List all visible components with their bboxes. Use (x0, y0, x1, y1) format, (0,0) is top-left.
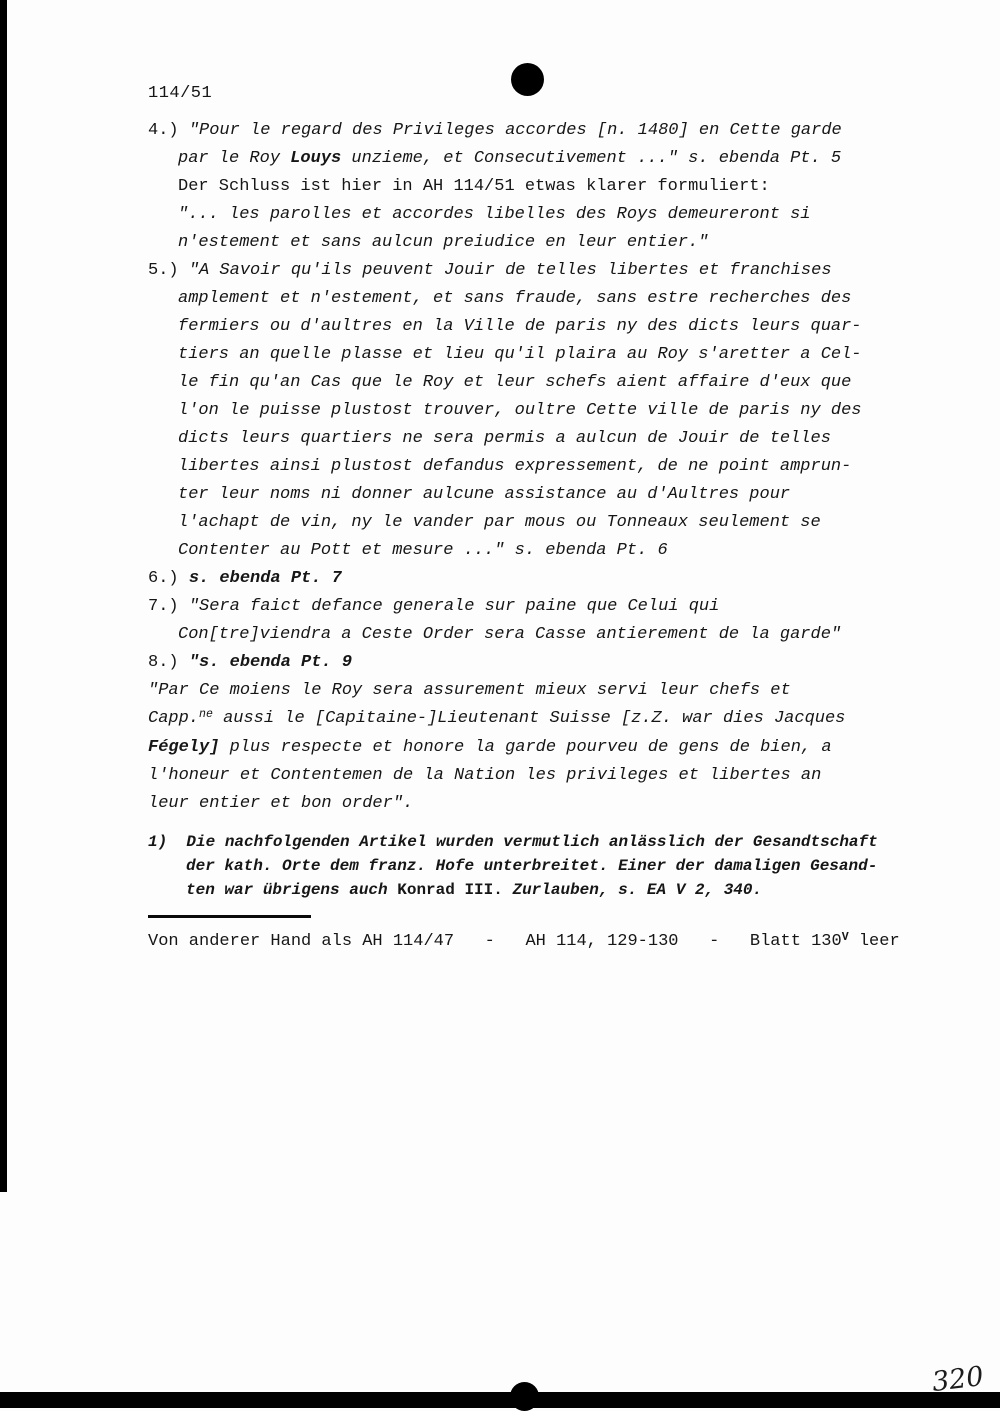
text-line (148, 229, 862, 257)
divider-line (148, 915, 311, 918)
text-line (148, 481, 862, 509)
text-line (148, 117, 862, 145)
text-segment: "Par Ce moiens le Roy sera assurement mieux servi leur chefs et (148, 681, 791, 700)
text-line (148, 509, 862, 537)
text-segment: Zurlauben, s. EA V 2, 340. (502, 881, 763, 899)
text-line (148, 173, 862, 201)
text-line (148, 762, 862, 790)
text-line (148, 397, 862, 425)
text-segment: 7.) (148, 597, 189, 616)
text-segment: amplement et n'estement, et sans fraude, sans estre recherches des (178, 289, 852, 308)
text-segment: libertes ainsi plustost defandus expressement, de ne point amprun- (178, 457, 852, 476)
text-segment: s. ebenda Pt. 7 (188, 569, 342, 588)
text-line (148, 621, 862, 649)
text-segment: "Pour le regard des Privileges accordes [n. 1480] en Cette garde (188, 121, 842, 140)
text-segment: l'on le puisse plustost trouver, oultre Cette ville de paris ny des (178, 401, 862, 420)
text-segment: 5.) (148, 261, 189, 280)
text-line (148, 565, 862, 593)
text-segment: Der Schluss ist hier in AH 114/51 etwas klarer formuliert: (178, 177, 770, 196)
text-line (148, 425, 862, 453)
text-segment: aussi le [Capitaine-]Lieutenant Suisse [z.Z. war dies Jacques (212, 709, 846, 728)
text-segment: le fin qu'an Cas que le Roy et leur schefs aient affaire d'eux que (178, 373, 852, 392)
text-line (148, 313, 862, 341)
scan-edge-bottom (0, 1392, 1000, 1408)
text-segment: "Sera faict defance generale sur paine que Celui qui (188, 597, 720, 616)
text-line (148, 830, 878, 854)
text-segment: Capp. (148, 709, 200, 728)
text-line (148, 790, 862, 818)
text-segment: 6.) (148, 569, 189, 588)
scan-edge-left (0, 0, 7, 1192)
text-line (148, 453, 862, 481)
text-line (148, 649, 862, 677)
text-segment: der kath. Orte dem franz. Hofe unterbreitet. Einer der damaligen Gesand- (186, 857, 878, 875)
text-segment: 1) Die nachfolgenden Artikel wurden vermutlich anlässlich der Gesandtschaft (148, 833, 878, 851)
text-line (148, 677, 862, 705)
text-segment: dicts leurs quartiers ne sera permis a aulcun de Jouir de telles (178, 429, 831, 448)
text-line (148, 201, 862, 229)
text-segment: leur entier et bon order". (148, 794, 414, 813)
text-segment: Contenter au Pott et mesure ..." s. ebenda Pt. 6 (178, 541, 668, 560)
text-segment: Konrad III. (397, 881, 503, 899)
text-segment: fermiers ou d'aultres en la Ville de paris ny des dicts leurs quar- (178, 317, 862, 336)
handwritten-page-number: 320 (930, 1360, 986, 1399)
text-segment: tiers an quelle plasse et lieu qu'il plaira au Roy s'aretter a Cel- (178, 345, 862, 364)
text-segment: 8.) (148, 653, 189, 672)
text-segment: 4.) (148, 121, 189, 140)
punch-hole-bottom (510, 1382, 539, 1411)
text-segment: ten war übrigens auch (186, 881, 398, 899)
text-segment: par le Roy (178, 149, 291, 168)
text-line (148, 878, 878, 902)
text-segment: Fégely] (148, 738, 220, 757)
text-segment: Louys (290, 149, 342, 168)
text-line (148, 593, 862, 621)
text-segment: leer (848, 932, 900, 951)
text-line (148, 734, 862, 762)
text-line (148, 854, 878, 878)
text-segment: ne (199, 707, 213, 721)
text-segment: ter leur noms ni donner aulcune assistance au d'Aultres pour (178, 485, 791, 504)
text-segment: n'estement et sans aulcun preiudice en leur entier." (178, 233, 709, 252)
text-segment: V (841, 930, 849, 944)
text-segment: "... les parolles et accordes libelles des Roys demeureront si (178, 205, 811, 224)
text-line (148, 369, 862, 397)
text-line (148, 537, 862, 565)
text-line (148, 285, 862, 313)
text-segment: l'honeur et Contentemen de la Nation les privileges et libertes an (148, 766, 822, 785)
punch-hole-top (511, 63, 544, 96)
text-segment: Con[tre]viendra a Ceste Order sera Casse antierement de la garde" (178, 625, 842, 644)
text-line (148, 341, 862, 369)
colophon-line (148, 928, 900, 957)
text-line (148, 705, 862, 734)
page-number-header: 114/51 (148, 84, 213, 103)
text-line (148, 257, 862, 285)
text-line (148, 928, 900, 957)
text-segment: unzieme, et Consecutivement ..." s. ebenda Pt. 5 (341, 149, 842, 168)
text-segment: l'achapt de vin, ny le vander par mous ou Tonneaux seulement se (178, 513, 821, 532)
text-segment: Von anderer Hand als AH 114/47 - AH 114, 129-130 - Blatt 130 (148, 932, 842, 951)
text-line (148, 145, 862, 173)
text-segment: "s. ebenda Pt. 9 (188, 653, 353, 672)
document-body (148, 117, 862, 818)
text-segment: "A Savoir qu'ils peuvent Jouir de telles libertes et franchises (188, 261, 832, 280)
text-segment: plus respecte et honore la garde pourveu de gens de bien, a (219, 738, 832, 757)
footnote-block (148, 830, 878, 902)
